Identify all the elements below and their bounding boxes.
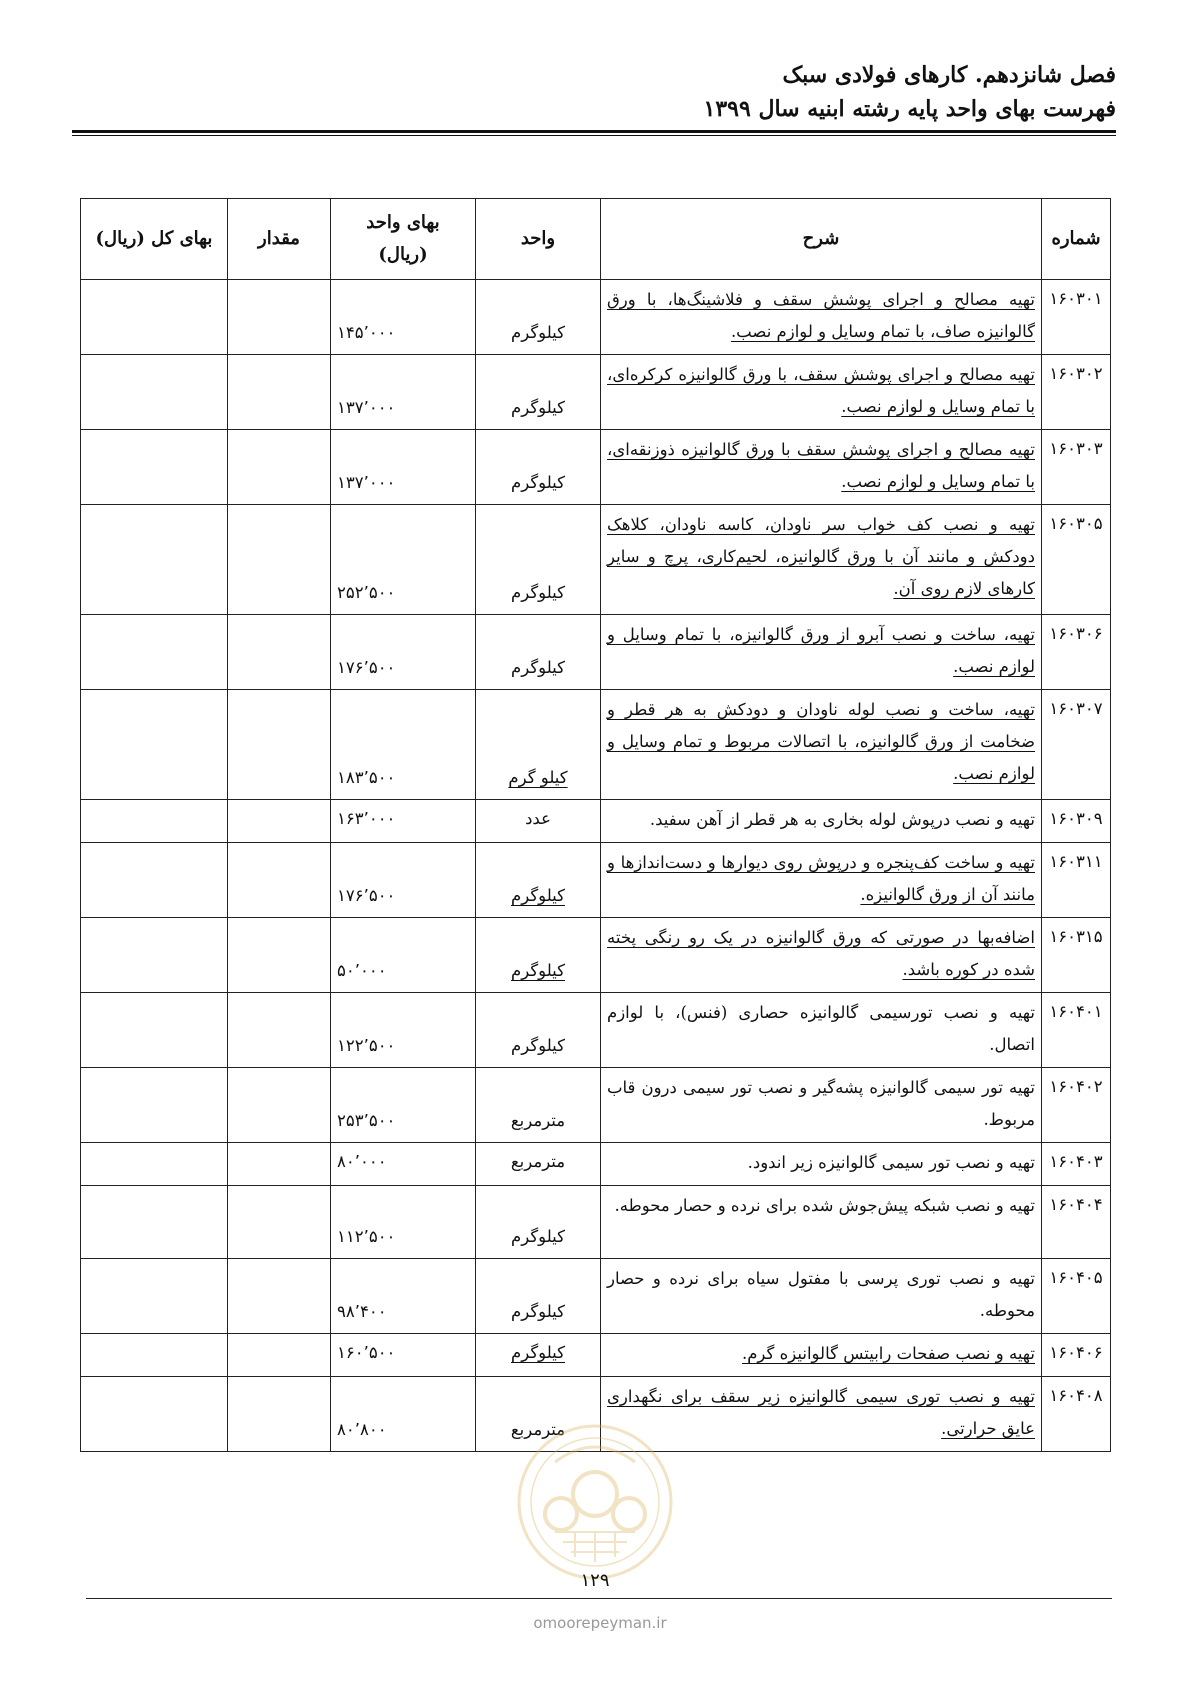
row-unit: کیلوگرم: [476, 355, 601, 430]
header-total-price: بهای کل (ریال): [81, 199, 228, 280]
row-total: [81, 1068, 228, 1143]
table-row: [81, 505, 1111, 615]
row-unit: کیلوگرم: [476, 615, 601, 690]
website-watermark: omoorepeyman.ir: [533, 1614, 667, 1632]
row-total: [81, 690, 228, 800]
row-description: تهیه و نصب تورسیمی گالوانیزه حصاری (فنس)، با لوازم اتصال.: [601, 993, 1042, 1068]
row-quantity: [228, 1068, 331, 1143]
row-description-text: تهیه مصالح و اجرای پوشش سقف، با ورق گالوانیزه کرکره‌ای، با تمام وسایل و لوازم نصب.: [607, 365, 1035, 416]
row-unit-text: کیلوگرم: [511, 961, 565, 980]
row-code: ۱۶۰۳۰۷: [1042, 690, 1111, 800]
price-table: [80, 198, 1111, 1452]
row-total: [81, 800, 228, 843]
row-description-text: تهیه و ساخت کف‌پنجره و درپوش روی دیوارها و دست‌اندازها و مانند آن از ورق گالوانیزه.: [607, 853, 1035, 904]
row-description-text: تهیه و نصب توری سیمی گالوانیزه زیر سقف برای نگهداری عایق حرارتی.: [607, 1387, 1035, 1438]
row-total: [81, 993, 228, 1068]
table-row: [81, 843, 1111, 918]
row-description: [601, 918, 1042, 993]
row-quantity: [228, 800, 331, 843]
row-unit-text: کیلوگرم: [511, 1343, 565, 1362]
row-quantity: [228, 690, 331, 800]
row-quantity: [228, 615, 331, 690]
table-row: [81, 800, 1111, 843]
table-row: [81, 993, 1111, 1068]
row-description-text: تهیه مصالح و اجرای پوشش سقف و فلاشینگ‌ها، با ورق گالوانیزه صاف، با تمام وسایل و لوازم نصب.: [607, 290, 1035, 341]
header-rule-thin: [72, 135, 1116, 136]
header-unit-price-currency: (ریال): [378, 244, 428, 265]
row-code: ۱۶۰۳۱۵: [1042, 918, 1111, 993]
row-unit-price: ۲۵۳٬۵۰۰: [331, 1068, 476, 1143]
row-code: ۱۶۰۳۰۹: [1042, 800, 1111, 843]
table-row: [81, 280, 1111, 355]
table-row: [81, 355, 1111, 430]
table-row: [81, 615, 1111, 690]
row-description: [601, 430, 1042, 505]
row-unit: [476, 1334, 601, 1377]
row-code: ۱۶۰۳۰۲: [1042, 355, 1111, 430]
row-unit: مترمربع: [476, 1143, 601, 1186]
table-row: [81, 1186, 1111, 1259]
row-unit-price: ۱۶۰٬۵۰۰: [331, 1334, 476, 1377]
row-unit-price: ۸۰٬۰۰۰: [331, 1143, 476, 1186]
row-total: [81, 505, 228, 615]
table-row: [81, 1068, 1111, 1143]
row-total: [81, 918, 228, 993]
row-unit-text: کیلو گرم: [508, 768, 568, 787]
row-unit-price: ۱۸۳٬۵۰۰: [331, 690, 476, 800]
row-unit: کیلوگرم: [476, 993, 601, 1068]
row-quantity: [228, 1143, 331, 1186]
row-description: تهیه و نصب درپوش لوله بخاری به هر قطر از آهن سفید.: [601, 800, 1042, 843]
row-total: [81, 430, 228, 505]
row-quantity: [228, 430, 331, 505]
row-quantity: [228, 280, 331, 355]
page-number: ۱۲۹: [580, 1570, 610, 1591]
header-unit-price: [331, 199, 476, 280]
row-total: [81, 1186, 228, 1259]
row-quantity: [228, 843, 331, 918]
row-total: [81, 1143, 228, 1186]
row-total: [81, 280, 228, 355]
row-code: ۱۶۰۴۰۸: [1042, 1377, 1111, 1452]
table-row: [81, 1143, 1111, 1186]
row-unit: کیلوگرم: [476, 1186, 601, 1259]
table-row: [81, 690, 1111, 800]
row-unit: [476, 843, 601, 918]
header-code: شماره: [1042, 199, 1111, 280]
row-quantity: [228, 1377, 331, 1452]
row-code: ۱۶۰۳۰۱: [1042, 280, 1111, 355]
header-quantity: مقدار: [228, 199, 331, 280]
row-code: ۱۶۰۴۰۲: [1042, 1068, 1111, 1143]
row-unit: [476, 690, 601, 800]
row-description-text: اضافه‌بها در صورتی که ورق گالوانیزه در یک رو رنگی پخته شده در کوره باشد.: [607, 928, 1035, 979]
row-code: ۱۶۰۴۰۳: [1042, 1143, 1111, 1186]
row-unit-price: ۱۷۶٬۵۰۰: [331, 843, 476, 918]
page-header: [72, 58, 1116, 126]
row-unit-text: کیلوگرم: [511, 886, 565, 905]
row-unit: کیلوگرم: [476, 505, 601, 615]
list-title: فهرست بهای واحد پایه رشته ابنیه سال ۱۳۹۹: [703, 96, 1116, 122]
table-row: [81, 918, 1111, 993]
row-unit: مترمربع: [476, 1068, 601, 1143]
row-unit-price: ۵۰٬۰۰۰: [331, 918, 476, 993]
row-quantity: [228, 1186, 331, 1259]
chapter-title: فصل شانزدهم. کارهای فولادی سبک: [782, 62, 1116, 88]
row-total: [81, 1334, 228, 1377]
row-unit: [476, 918, 601, 993]
row-total: [81, 1259, 228, 1334]
row-unit: کیلوگرم: [476, 1259, 601, 1334]
row-unit-price: ۱۷۶٬۵۰۰: [331, 615, 476, 690]
row-quantity: [228, 505, 331, 615]
row-unit: عدد: [476, 800, 601, 843]
header-description: شرح: [601, 199, 1042, 280]
row-code: ۱۶۰۳۰۵: [1042, 505, 1111, 615]
header-unit-price-label: بهای واحد: [366, 212, 440, 233]
row-description: [601, 615, 1042, 690]
header-rule-thick: [72, 130, 1116, 133]
row-unit: کیلوگرم: [476, 430, 601, 505]
row-unit-price: ۹۸٬۴۰۰: [331, 1259, 476, 1334]
row-total: [81, 615, 228, 690]
row-total: [81, 355, 228, 430]
row-description-text: تهیه و نصب صفحات رابیتس گالوانیزه گرم.: [741, 1344, 1035, 1363]
row-quantity: [228, 918, 331, 993]
row-description: [601, 690, 1042, 800]
row-quantity: [228, 1259, 331, 1334]
row-description: [601, 1334, 1042, 1377]
row-unit-price: ۱۴۵٬۰۰۰: [331, 280, 476, 355]
row-code: ۱۶۰۴۰۱: [1042, 993, 1111, 1068]
row-unit-price: ۱۶۳٬۰۰۰: [331, 800, 476, 843]
row-quantity: [228, 1334, 331, 1377]
table-header-row: [81, 199, 1111, 280]
table-row: [81, 1259, 1111, 1334]
row-code: ۱۶۰۴۰۴: [1042, 1186, 1111, 1259]
row-unit: مترمربع: [476, 1377, 601, 1452]
row-quantity: [228, 355, 331, 430]
row-unit-price: ۱۳۷٬۰۰۰: [331, 430, 476, 505]
row-description-text: تهیه، ساخت و نصب آبرو از ورق گالوانیزه، با تمام وسایل و لوازم نصب.: [607, 625, 1035, 676]
table-row: [81, 1334, 1111, 1377]
seal-logo-icon: [515, 1422, 675, 1582]
row-description-text: تهیه مصالح و اجرای پوشش سقف با ورق گالوانیزه ذوزنقه‌ای، با تمام وسایل و لوازم نصب.: [607, 440, 1035, 491]
row-total: [81, 843, 228, 918]
table-row: [81, 430, 1111, 505]
row-code: ۱۶۰۴۰۵: [1042, 1259, 1111, 1334]
row-description: [601, 843, 1042, 918]
row-description-text: تهیه، ساخت و نصب لوله ناودان و دودکش به هر قطر و ضخامت از ورق گالوانیزه، با اتصالات مربوط و تمام وسایل و لوازم نصب.: [607, 700, 1035, 783]
row-description-text: تهیه و نصب کف خواب سر ناودان، کاسه ناودان، کلاهک دودکش و مانند آن با ورق گالوانیزه، لحیم‌کاری، پرچ و سایر کارهای لازم روی آن.: [607, 515, 1035, 598]
row-unit-price: ۱۳۷٬۰۰۰: [331, 355, 476, 430]
row-description: [601, 505, 1042, 615]
row-description: تهیه و نصب تور سیمی گالوانیزه زیر اندود.: [601, 1143, 1042, 1186]
header-unit: واحد: [476, 199, 601, 280]
row-code: ۱۶۰۴۰۶: [1042, 1334, 1111, 1377]
row-total: [81, 1377, 228, 1452]
row-code: ۱۶۰۳۰۳: [1042, 430, 1111, 505]
row-unit: کیلوگرم: [476, 280, 601, 355]
row-description: تهیه و نصب توری پرسی با مفتول سیاه برای نرده و حصار محوطه.: [601, 1259, 1042, 1334]
row-code: ۱۶۰۳۰۶: [1042, 615, 1111, 690]
row-unit-price: ۱۱۲٬۵۰۰: [331, 1186, 476, 1259]
row-quantity: [228, 993, 331, 1068]
row-description: تهیه و نصب شبکه پیش‌جوش شده برای نرده و حصار محوطه.: [601, 1186, 1042, 1259]
row-unit-price: ۲۵۲٬۵۰۰: [331, 505, 476, 615]
row-code: ۱۶۰۳۱۱: [1042, 843, 1111, 918]
row-description: [601, 355, 1042, 430]
row-unit-price: ۸۰٬۸۰۰: [331, 1377, 476, 1452]
footer-rule: [86, 1598, 1112, 1599]
row-unit-price: ۱۲۲٬۵۰۰: [331, 993, 476, 1068]
row-description: [601, 280, 1042, 355]
row-description: تهیه تور سیمی گالوانیزه پشه‌گیر و نصب تور سیمی درون قاب مربوط.: [601, 1068, 1042, 1143]
